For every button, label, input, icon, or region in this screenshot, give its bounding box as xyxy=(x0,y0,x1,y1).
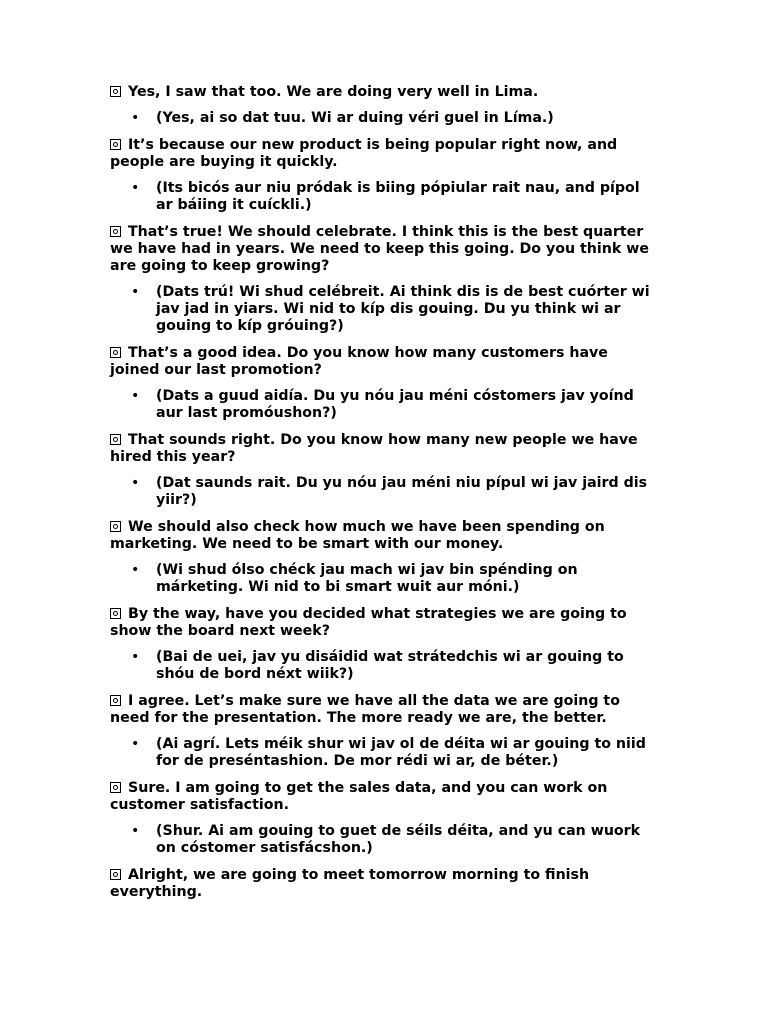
english-text: By the way, have you decided what strategies we are going to show the board next week? xyxy=(110,606,627,639)
missing-glyph-icon xyxy=(110,347,121,358)
english-text: It’s because our new product is being popular right now, and people are buying it quickly. xyxy=(110,137,618,170)
phonetic-bullet xyxy=(110,180,658,214)
phonetic-text: (Shur. Ai am gouing to guet de séils déita, and yu can wuork on cóstomer satisfácshon.) xyxy=(156,823,641,856)
bullet-icon: • xyxy=(131,823,140,839)
missing-glyph-icon xyxy=(110,608,121,619)
english-text: Alright, we are going to meet tomorrow morning to finish everything. xyxy=(110,867,590,900)
bullet-icon: • xyxy=(131,284,140,300)
english-line xyxy=(110,780,658,814)
bullet-icon: • xyxy=(131,649,140,665)
bullet-icon: • xyxy=(131,110,140,126)
bullet-icon: • xyxy=(131,180,140,196)
bullet-icon: • xyxy=(131,475,140,491)
dialogue-entry xyxy=(110,867,658,901)
phonetic-text: (Its bicós aur niu pródak is biing pópiular rait nau, and pípol ar báiing it cuíckli.) xyxy=(156,180,640,213)
english-text: That’s true! We should celebrate. I think this is the best quarter we have had in years. We need to keep this going. Do you think we are going to keep growing? xyxy=(110,224,649,274)
phonetic-bullet xyxy=(110,649,658,683)
dialogue-entry xyxy=(110,224,658,335)
phonetic-bullet xyxy=(110,562,658,596)
missing-glyph-icon xyxy=(110,695,121,706)
phonetic-bullet xyxy=(110,284,658,335)
english-line xyxy=(110,224,658,275)
phonetic-bullet xyxy=(110,110,658,127)
dialogue-entry xyxy=(110,693,658,770)
english-line xyxy=(110,519,658,553)
phonetic-bullet xyxy=(110,475,658,509)
dialogue-entry xyxy=(110,137,658,214)
dialogue-entry xyxy=(110,519,658,596)
phonetic-bullet xyxy=(110,736,658,770)
english-text: That sounds right. Do you know how many new people we have hired this year? xyxy=(110,432,638,465)
english-text: We should also check how much we have been spending on marketing. We need to be smart with our money. xyxy=(110,519,605,552)
english-line xyxy=(110,345,658,379)
dialogue-entry xyxy=(110,432,658,509)
phonetic-bullet xyxy=(110,823,658,857)
english-text: I agree. Let’s make sure we have all the data we are going to need for the presentation. The more ready we are, the better. xyxy=(110,693,620,726)
phonetic-text: (Dat saunds rait. Du yu nóu jau méni niu pípul wi jav jaird dis yiir?) xyxy=(156,475,648,508)
missing-glyph-icon xyxy=(110,139,121,150)
english-line xyxy=(110,432,658,466)
dialogue-entry xyxy=(110,84,658,127)
missing-glyph-icon xyxy=(110,869,121,880)
missing-glyph-icon xyxy=(110,226,121,237)
dialogue-entry xyxy=(110,606,658,683)
phonetic-text: (Bai de uei, jav yu disáidid wat strátedchis wi ar gouing to shóu de bord néxt wiik?) xyxy=(156,649,624,682)
english-line xyxy=(110,137,658,171)
missing-glyph-icon xyxy=(110,434,121,445)
missing-glyph-icon xyxy=(110,521,121,532)
missing-glyph-icon xyxy=(110,782,121,793)
bullet-icon: • xyxy=(131,562,140,578)
english-text: That’s a good idea. Do you know how many customers have joined our last promotion? xyxy=(110,345,608,378)
phonetic-text: (Ai agrí. Lets méik shur wi jav ol de déita wi ar gouing to niid for de preséntashion. De mor rédi wi ar, de béter.) xyxy=(156,736,646,769)
phonetic-text: (Dats trú! Wi shud celébreit. Ai think dis is de best cuórter wi jav jad in yiars. Wi nid to kíp dis gouing. Du yu think wi ar gouing to kíp gróuing?) xyxy=(156,284,650,334)
english-line xyxy=(110,84,658,101)
phonetic-text: (Yes, ai so dat tuu. Wi ar duing véri guel in Líma.) xyxy=(156,110,554,126)
english-text: Yes, I saw that too. We are doing very well in Lima. xyxy=(128,84,539,100)
dialogue-entry xyxy=(110,345,658,422)
bullet-icon: • xyxy=(131,388,140,404)
bullet-icon: • xyxy=(131,736,140,752)
dialogue-entry xyxy=(110,780,658,857)
document-page xyxy=(110,84,658,901)
english-line xyxy=(110,867,658,901)
missing-glyph-icon xyxy=(110,86,121,97)
english-line xyxy=(110,693,658,727)
english-line xyxy=(110,606,658,640)
phonetic-bullet xyxy=(110,388,658,422)
phonetic-text: (Dats a guud aidía. Du yu nóu jau méni cóstomers jav yoínd aur last promóushon?) xyxy=(156,388,634,421)
phonetic-text: (Wi shud ólso chéck jau mach wi jav bin spénding on márketing. Wi nid to bi smart wuit aur móni.) xyxy=(156,562,578,595)
english-text: Sure. I am going to get the sales data, and you can work on customer satisfaction. xyxy=(110,780,608,813)
